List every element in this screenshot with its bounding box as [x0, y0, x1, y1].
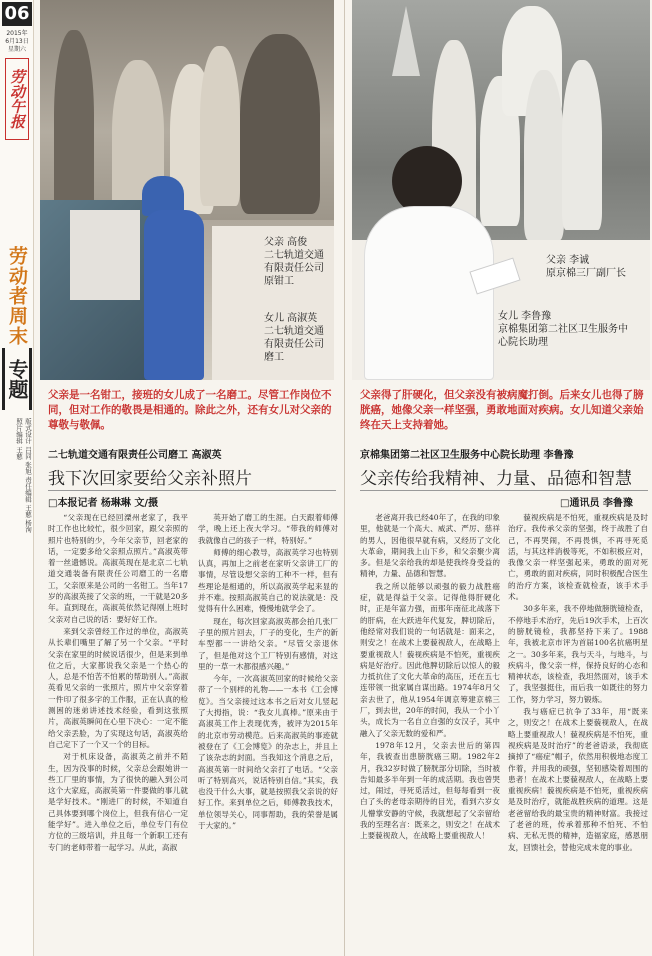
caption-line: 磨工 — [264, 352, 284, 363]
photo-father-daughter-factory — [40, 0, 334, 380]
worker-figure — [54, 30, 94, 220]
caption-line: 父亲 李诚 — [546, 255, 590, 266]
byline-right: □通讯员 李鲁豫 — [560, 498, 633, 509]
paragraph: 现在，每次回家高淑英都会拍几张厂子里的照片回去，厂子的变化，生产的新车型都一一讲给父亲。“尽管父亲退休了，但是他对这个工厂特别有感情，对这里的一草一木都很感兴趣。” — [198, 616, 338, 671]
caption-line: 有限责任公司 — [264, 263, 324, 274]
headline-rule — [360, 490, 648, 491]
caption-daughter-right — [498, 310, 628, 349]
headline-right: 父亲传给我精神、力量、品德和智慧 — [360, 469, 632, 489]
caption-father-right — [546, 254, 626, 280]
paragraph: 今年，一次高淑英回家的时候给父亲带了一个别样的礼物——一本书《工会博览》。当父亲接过这本书之后对女儿竖起了大拇指，说：“我女儿真棒。”原来由于高淑英工作上表现优秀，被评为2015年的北京市劳动模范。后来高淑英的事迹就被登在了《工会博览》的杂志上，并且上了该杂志的封面。当我知这个消息之后，高淑英第一时间给父亲打了电话。“父亲听了特别高兴，说话特别自信。”其实，我也没干什么大事，就是按照我父亲说的好好工作。来到单位之后，师傅教我技术，单位领导关心，同事帮助，我的荣誉是属于大家的。” — [198, 674, 338, 831]
child-figure — [562, 60, 602, 230]
pull-quote-right: 父亲得了肝硬化，但父亲没有被病魔打倒。后来女儿也得了膀胱癌，她像父亲一样坚强，勇敢地面对疾病。女儿知道父亲始终在天上支持着她。 — [360, 389, 644, 431]
caption-line: 京棉集团第二社区卫生服务中 — [498, 324, 628, 335]
paragraph: 藐视疾病是不怕死，重视疾病是及时治疗。我传承父亲的坚强，终于战胜了自己，不再哭闹，不再畏惧，不再寻死觅活，与其这样消极等死，不如积极应对，我像父亲一样坚强起来，勇敢的面对死亡，勇敢的面对疾病，同时积极配合医生的治疗方案，该检查就检查，该手术手术。 — [508, 513, 648, 602]
caption-line: 女儿 高淑英 — [264, 313, 318, 324]
article-right-column-1 — [360, 512, 500, 952]
paragraph: 1978年12月，父亲去世后的第四年，我被查出患膀胱癌三期。1982年2月，我32岁时做了膀胱部分切除，当时被告知最多半年到一年的成活期。我也曾哭过，闹过，寻死觅活过，但每每看到一夜白了头的老母亲期待的目光，看到六岁女儿懵掌安静的守候，我就想起了父亲留给我的至理名言：既来之，则安之！在战术上要藐视敌人，在战略上要重视敌人！ — [360, 740, 500, 841]
paragraph: 我之所以能够以顽强的毅力战胜癌症，就是得益于父亲。记得他得肝硬化时，正是年富力强，而那年南征北战落下的肝病，在大跃进年代复发，脾切除后，他经常对我们说的一句话就是：面来之，则安之！在战术上要藐视敌人，在战略上要重视敌人！藐视疾病是不怕死，重视疾病是好治疗。因此他脾切除后以惊人的毅力抵抗住了文化大革命的高压，还在五七连带领一批家属自谋出路。1974年8月父亲去世了，他从1954年调京筹建京棉三厂，到去世，20年的时间，我从一个小丫头，成长为一名自立自强的女汉子，其中融入了父亲无数的爱和严。 — [360, 581, 500, 738]
caption-line: 父亲 高俊 — [264, 237, 308, 248]
paragraph: “父亲现在已经回溧州老家了，我平时工作也比较忙，很少回家，跟父亲照的照片也特别的少，今年父亲节，回老家的话，一定要多给父亲照点照片。”高淑英带着一丝遗憾说。高淑英现在是北京二七轨道交通装备有限责任公司磨工的一名磨工，父亲原来是公司的一名钳工。当年17岁的高淑英接了父亲的班，一干就是20多年。直到现在，高淑英依然记得刚上班时父亲对自己说的话：要好好工作。 — [48, 513, 188, 624]
paragraph: 英开始了磨工的生涯。白天跟着师傅学，晚上还上夜大学习。“带我的师傅对我就像自己的孩子一样，特别好。” — [198, 513, 338, 545]
headline-rule — [48, 490, 336, 491]
date-year: 2015年 — [6, 30, 28, 37]
paragraph: 师傅的细心教导，高淑英学习也特别认真，再加上之前老在家听父亲讲工厂的事情，尽管设想父亲的工种不一样，但有些理论是相通的，所以高淑英学起来显的并不难。按照高淑英自己的说法就是：没觉得有什么困难，慢慢地就学会了。 — [198, 547, 338, 614]
article-left-column-2 — [198, 512, 338, 952]
caption-line: 女儿 李鲁豫 — [498, 311, 552, 322]
daughter-figure — [364, 206, 494, 380]
section-title: 劳动者周末 — [6, 246, 28, 346]
photo-father-daughter-family — [352, 0, 650, 380]
column-divider — [344, 0, 345, 956]
kicker-left: 二七轨道交通有限责任公司磨工 高淑英 — [48, 450, 222, 461]
caption-line: 心院长助理 — [498, 337, 548, 348]
paragraph: 来到父亲曾经工作过的单位，高淑英从长辈们嘴里了解了另一个父亲。“平时父亲在家里的时候说话很少，但是来到单位之后，大家都说我父亲是一个热心的人，总是不怕苦不怕累的帮助别人。”高淑英看见父亲的一张照片，照片中父亲穿着一件印了很多字的工作服，正在认真的检测困的迷弟讲述技术经验，看到这张照片，高淑英瞬间在心里下决心：一定不能给父亲丢脸，为了实现这句话，高淑英给自己定下了一个又一个的目标。 — [48, 626, 188, 749]
worker-figure — [200, 46, 240, 206]
paragraph: 老爸离开我已经40年了，在我的印象里，他就是一个高大、威武、严厉、慈祥的男人，因他很早就有病，又经历了文化大革命，期间我上山下乡，和父亲聚少离多。但是父亲给我的却是使我终身受益的精神，力量、品德和智慧。 — [360, 513, 500, 579]
page-number: 06 — [2, 2, 32, 26]
topic-label: 专题 — [2, 348, 32, 410]
weekday: 星期六 — [7, 46, 26, 53]
newspaper-logo: 劳动午报 — [5, 58, 29, 140]
caption-line: 原京棉三厂副厂长 — [546, 268, 626, 279]
masthead-strip — [0, 0, 34, 956]
caption-line: 二七轨道交通 — [264, 326, 324, 337]
paragraph: 对于机床设备，高淑英之前并不陌生，因为没事的时候，父亲总会跟她讲一些工厂里的事情，为了很快的融入到公司这个大家庭，高淑英第一件要做的事儿就是学好技术。“刚进厂的时候，不知道自己具体要到哪个岗位上，但我有信心一定能学好”。进入单位之后，单位专门有位方位的三级培训，并且每一个新职工还有专门的老师带着一起学习。从此，高淑 — [48, 752, 188, 852]
byline-left: □本报记者 杨琳琳 文/摄 — [48, 498, 159, 509]
caption-line: 二七轨道交通 — [264, 250, 324, 261]
headline-left: 我下次回家要给父亲补照片 — [48, 469, 252, 489]
article-left-column-1 — [48, 512, 188, 952]
child-figure — [524, 70, 564, 240]
caption-daughter-left — [264, 312, 324, 364]
daughter-figure — [144, 210, 204, 380]
father-figure — [240, 34, 320, 214]
kicker-right: 京棉集团第二社区卫生服务中心院长助理 李鲁豫 — [360, 450, 574, 461]
paragraph: 30多年来，我不停地做膀胱镜检查，不停地手术治疗，先后19次手术，上百次的膀胱镜检，我都坚持下来了。1988年，我被北京市评为首届100名抗癌明星之一。30多年来，我与天斗，与地斗，与疾病斗，像父亲一样，保持良好的心态和精神状态，该检查，我坦然面对，该手术了，我坚强挺住，而后我一如既往的努力工作，努力学习，努力锻炼。 — [508, 604, 648, 704]
paragraph: 我与癌症已抗争了33年，用“既来之，则安之！在战术上要藐视敌人，在战略上要重视敌人！藐视疾病是不怕死，重视疾病是及时治疗”的老爸语录，我彻底摘掉了“癌症”帽子，依然用积极地态度工作着，并用我的顽强，坚韧感染着周围的患者！在战术上要藐视敌人，在战略上要重视疾病！藐视疾病是不怕死，重视疾病是及时治疗，就能战胜疾病的道理。这是老爸留给我的最宝贵的精神财富。我接过了老爸的班，传承着那种不怕死、不怕病、无私无畏的精神，造福家庭，感恩朋友，回馈社会，替他完成未竟的事业。 — [508, 707, 648, 852]
caption-line: 原钳工 — [264, 276, 294, 287]
machine-panel — [70, 210, 140, 300]
article-right-column-2 — [508, 512, 648, 952]
caption-line: 有限责任公司 — [264, 339, 324, 350]
date-day: 6月13日 — [5, 38, 29, 45]
editorial-credits: 版式设计 吕同 张旭 责任编辑 王慈 杨洵 照片编辑 王慈 — [15, 418, 32, 533]
pull-quote-left: 父亲是一名钳工，接班的女儿成了一名磨工。尽管工作岗位不同，但对工作的敬畏是相通的。除此之外，还有女儿对父亲的尊敬与敬佩。 — [48, 389, 332, 431]
caption-father-left — [264, 236, 324, 288]
